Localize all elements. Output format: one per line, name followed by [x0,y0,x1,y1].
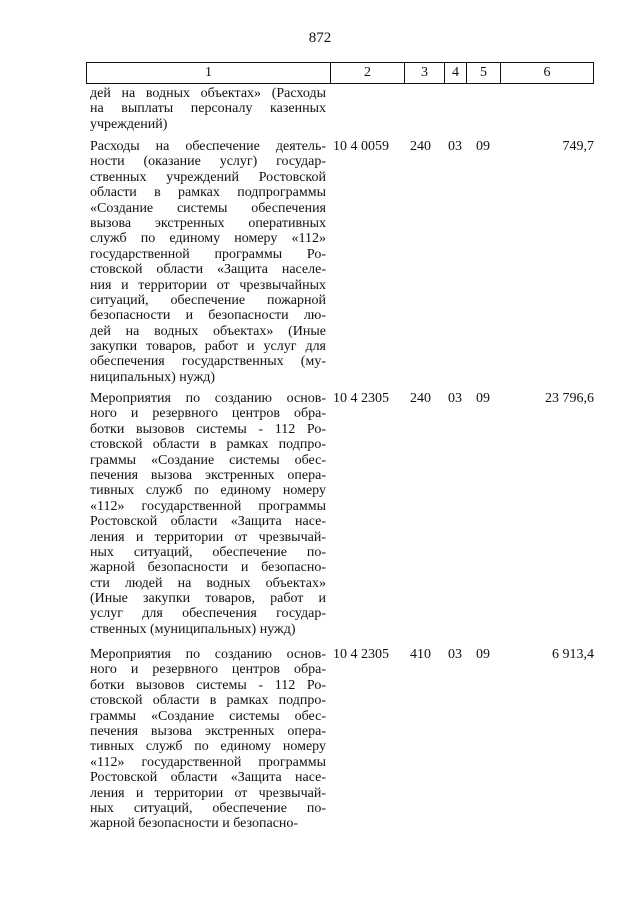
description-line: граммы «Создание системы обес- [90,452,326,468]
description-line: стовской области «Защита населе- [90,262,326,278]
header-col-1: 1 [205,65,212,80]
row-expense-type: 240 [410,391,431,406]
row-subsection: 09 [476,391,490,406]
row-description [90,86,326,132]
page-number: 872 [308,30,332,46]
table-header [86,62,594,84]
header-col-5: 5 [466,63,500,83]
description-line: Мероприятия по созданию основ- [90,391,326,406]
header-col-3: 3 [404,63,444,83]
description-line: дей на водных объектах» (Иные [90,323,326,339]
description-line: ных ситуаций, обеспечение по- [90,800,326,816]
row-amount: 749,7 [562,139,594,154]
description-line: Ростовской области «Защита насе- [90,770,326,786]
header-col-6: 6 [500,63,593,83]
header-col-4: 4 [444,63,466,83]
description-line: ления и территории от чрезвычай- [90,785,326,801]
header-col-2: 2 [330,63,404,83]
row-expense-type: 240 [410,139,431,154]
description-line: «112» государственной программы [90,498,326,514]
description-line: Ростовской области «Защита насе- [90,514,326,530]
description-line: печения вызова экстренных опера- [90,723,326,739]
description-line: на выплаты персоналу казенных [90,101,326,117]
description-line: дей на водных объектах» (Расходы [90,86,326,101]
description-line: области в рамках подпрограммы [90,185,326,201]
description-line: вызова экстренных оперативных [90,215,326,231]
row-code: 10 4 2305 [333,647,389,662]
description-line: ности (оказание услуг) государ- [90,154,326,170]
description-line: Мероприятия по созданию основ- [90,647,326,662]
description-line: ния и территории от чрезвычайных [90,277,326,293]
description-line: ления и территории от чрезвычай- [90,529,326,545]
description-line: граммы «Создание системы обес- [90,708,326,724]
description-line: ственных учреждений Ростовской [90,169,326,185]
description-line: государственной программы Ро- [90,246,326,262]
description-line: тивных служб по единому номеру [90,739,326,755]
description-line: ственных (муниципальных) нужд) [90,621,296,637]
description-line: ботки вызовов системы - 112 Ро- [90,677,326,693]
description-line: сти людей на водных объектах» [90,575,326,591]
description-line: жарной безопасности и безопасно- [90,560,326,576]
row-code: 10 4 0059 [333,139,389,154]
row-description [90,391,326,637]
row-section: 03 [448,139,462,154]
description-line: Расходы на обеспечение деятель- [90,139,326,154]
description-line: «112» государственной программы [90,754,326,770]
description-line: учреждений) [90,116,168,132]
description-line: ного и резервного центров обра- [90,662,326,678]
row-subsection: 09 [476,139,490,154]
description-line: ных ситуаций, обеспечение по- [90,544,326,560]
description-line: закупки товаров, работ и услуг для [90,339,326,355]
description-line: тивных служб по единому номеру [90,483,326,499]
description-line: жарной безопасности и безопасно- [90,816,299,832]
row-subsection: 09 [476,647,490,662]
description-line: ниципальных) нужд) [90,369,215,385]
row-amount: 23 796,6 [545,391,594,406]
description-line: ного и резервного центров обра- [90,406,326,422]
row-amount: 6 913,4 [552,647,594,662]
description-line: безопасности и безопасности лю- [90,308,326,324]
row-description [90,139,326,385]
description-line: услуг для обеспечения государ- [90,606,326,622]
description-line: стовской области в рамках подпро- [90,437,326,453]
description-line: стовской области в рамках подпро- [90,693,326,709]
row-expense-type: 410 [410,647,431,662]
row-section: 03 [448,647,462,662]
row-section: 03 [448,391,462,406]
description-line: ботки вызовов системы - 112 Ро- [90,421,326,437]
row-description [90,647,326,832]
description-line: «Создание системы обеспечения [90,200,326,216]
description-line: ситуаций, обеспечение пожарной [90,292,326,308]
row-code: 10 4 2305 [333,391,389,406]
description-line: обеспечения государственных (му- [90,354,326,370]
description-line: (Иные закупки товаров, работ и [90,591,326,607]
description-line: служб по единому номеру «112» [90,231,326,247]
description-line: печения вызова экстренных опера- [90,467,326,483]
